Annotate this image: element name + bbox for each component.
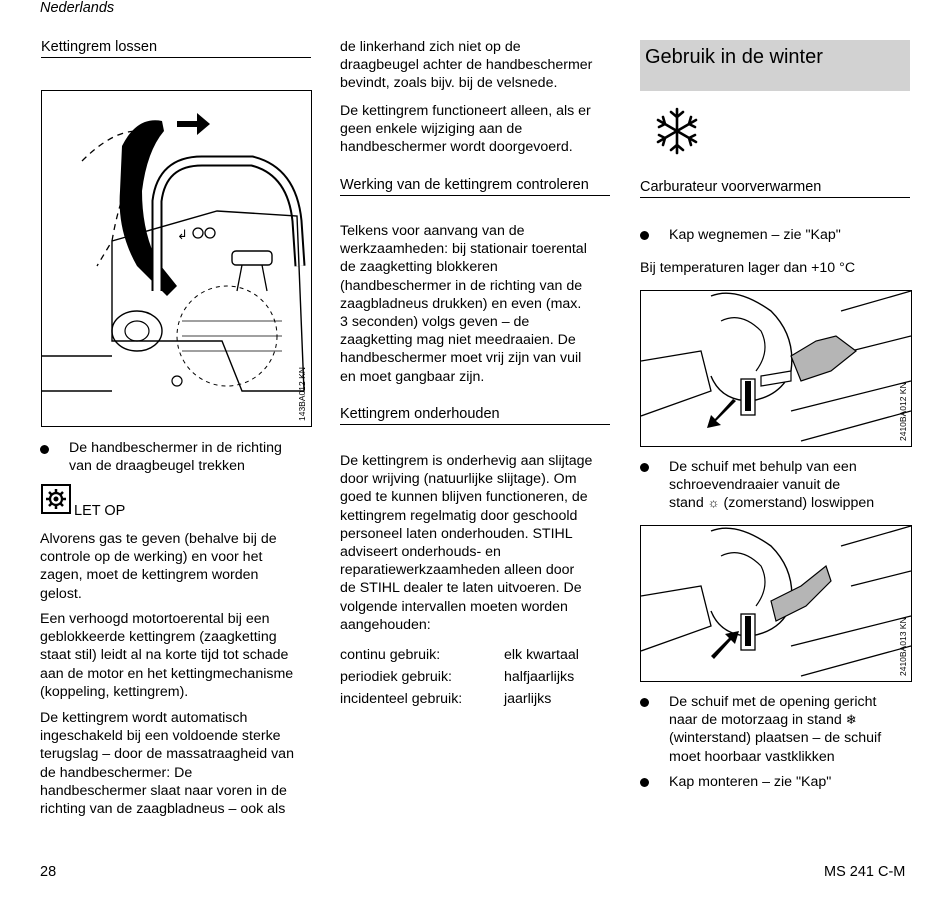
section-title-box: [640, 40, 910, 91]
sun-icon: ☼: [707, 495, 720, 511]
paragraph-before-gas: Alvorens gas te geven (behalve bij de controle op de werking) en voor het zagen, moet de kettingrem worden gelost.: [40, 531, 277, 602]
bullet-dot: [640, 698, 649, 707]
bullet-dot: [40, 445, 49, 454]
table-row: continu gebruik: elk kwartaal: [340, 647, 579, 663]
figure-slider-winter: [640, 525, 912, 682]
bullet-pull-handguard: De handbeschermer in de richting van de draagbeugel trekken: [69, 440, 282, 475]
paragraph-left-hand: de linkerhand zich niet op de draagbeugel achter de handbeschermer bevindt, zoals bijv. bij de velsnede.: [340, 39, 593, 92]
bullet-pry-slider: De schuif met behulp van een schroevendraaier vanuit de stand ☼ (zomerstand) loswippen: [669, 459, 875, 512]
svg-text:↲: ↲: [177, 228, 188, 243]
bullet-mount-cover: Kap monteren – zie "Kap": [669, 774, 832, 790]
table-row: incidenteel gebruik: jaarlijks: [340, 691, 552, 707]
figure-code: 143BA012 KN: [297, 367, 307, 421]
bullet-remove-cover: Kap wegnemen – zie "Kap": [669, 227, 841, 243]
heading-check-brake: Werking van de kettingrem controleren: [340, 176, 610, 196]
paragraph-automatic-brake: De kettingrem wordt automatisch ingeschakeld bij een voldoende sterke terugslag – door de massatraagheid van de handbeschermer: De handbeschermer slaat naar voren in de richting van de zaagbladneus – ook als: [40, 710, 294, 818]
caution-gear-icon: [41, 484, 71, 514]
bullet-dot: [640, 778, 649, 787]
paragraph-maintenance: De kettingrem is onderhevig aan slijtage door wrijving (natuurlijke slijtage). Om goed te kunnen blijven functioneren, de kettingrem regelmatig door geschoold personeel laten onderhouden. STIHL adviseert onderhouds- en reparatiewerkzaamheden alleen door de STIHL dealer te laten uitvoeren. De volgende intervallen moeten worden aangehouden:: [340, 453, 593, 633]
table-row: periodiek gebruik: halfjaarlijks: [340, 669, 575, 685]
header-language: Nederlands: [40, 0, 115, 16]
paragraph-check-procedure: Telkens voor aanvang van de werkzaamheden: bij stationair toerental de zaagketting blokkeren (handbeschermer in de richting van de zaagbladneus drukken) en even (max. 3 seconden) volgs geven – de zaagketting mag niet meedraaien. De handbeschermer moet vrij zijn van vuil en moet gangbaar zijn.: [340, 223, 587, 385]
figure-code: 2410BA013 KN: [898, 617, 908, 676]
carburettor-illustration: [641, 291, 911, 446]
heading-preheat-carburettor: Carburateur voorverwarmen: [640, 178, 910, 198]
paragraph-functions-only: De kettingrem functioneert alleen, als er geen enkele wijziging aan de handbeschermer wordt doorgevoerd.: [340, 103, 591, 156]
snowflake-icon: [654, 106, 700, 161]
chainsaw-illustration: [42, 91, 311, 426]
bullet-dot: [640, 231, 649, 240]
page-number: 28: [40, 864, 57, 880]
bullet-dot: [640, 463, 649, 472]
section-title: Gebruik in de winter: [645, 46, 823, 68]
model-name: MS 241 C-M: [824, 864, 906, 880]
figure-slider-summer: [640, 290, 912, 447]
figure-code: 2410BA012 KN: [898, 382, 908, 441]
heading-maintain-brake: Kettingrem onderhouden: [340, 405, 610, 425]
figure-chainsaw-brake-release: [41, 90, 312, 427]
interval-table: [340, 646, 610, 712]
temperature-condition: Bij temperaturen lager dan +10 °C: [640, 260, 856, 276]
caution-label: LET OP: [74, 503, 126, 519]
carburettor-illustration: [641, 526, 911, 681]
paragraph-engine-speed: Een verhoogd motortoerental bij een geblokkeerde kettingrem (zaagketting staat stil) leidt al na korte tijd tot schade aan de motor en het kettingmechanisme (koppeling, kettingrem).: [40, 611, 294, 700]
snowflake-small-icon: ❄: [845, 712, 857, 728]
bullet-place-slider: De schuif met de opening gericht naar de motorzaag in stand ❄ (winterstand) plaatsen – de schuif moet hoorbaar vastklikken: [669, 694, 882, 765]
heading-kettingrem-lossen: Kettingrem lossen: [41, 38, 311, 58]
